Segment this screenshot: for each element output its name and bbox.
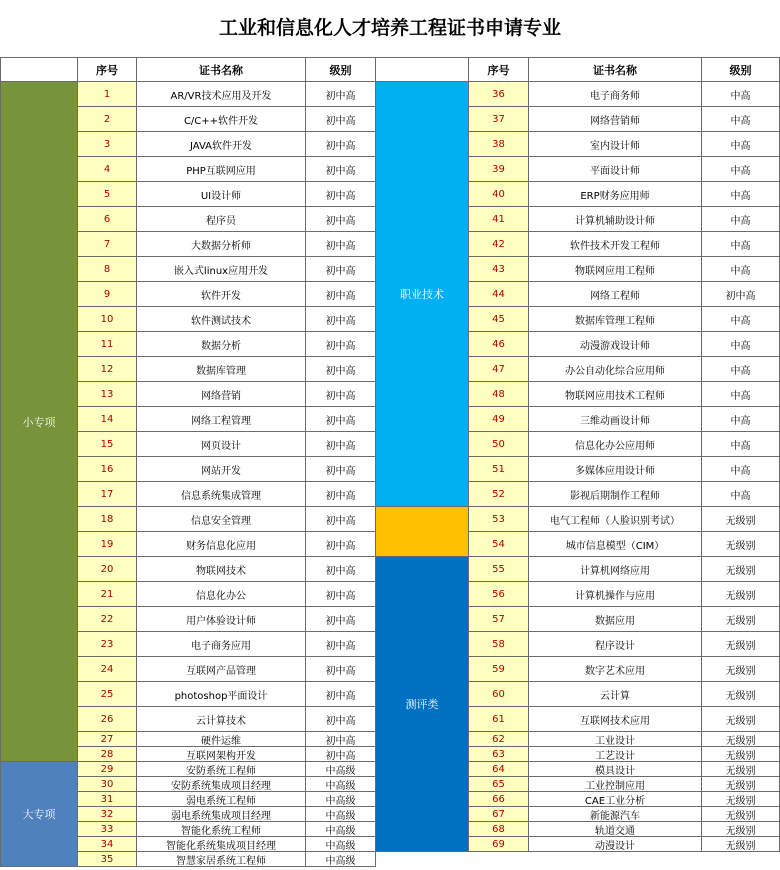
certificate-level: 无级别 — [702, 762, 780, 777]
certificate-name: JAVA软件开发 — [137, 132, 306, 157]
certificate-level: 中高 — [702, 432, 780, 457]
certificate-level: 无级别 — [702, 557, 780, 582]
row-number: 8 — [78, 257, 137, 282]
certificate-name: 财务信息化应用 — [137, 532, 306, 557]
row-number: 23 — [78, 632, 137, 657]
row-number: 18 — [78, 507, 137, 532]
certificate-name: 安防系统集成项目经理 — [137, 777, 306, 792]
row-number: 29 — [78, 762, 137, 777]
certificate-level: 初中高 — [306, 107, 376, 132]
certificate-name: 工业控制应用 — [529, 777, 702, 792]
certificate-level: 初中高 — [306, 182, 376, 207]
row-number: 30 — [78, 777, 137, 792]
row-number: 28 — [78, 747, 137, 762]
row-number: 5 — [78, 182, 137, 207]
certificate-name: 数据应用 — [529, 607, 702, 632]
certificate-name: 软件技术开发工程师 — [529, 232, 702, 257]
certificate-level: 初中高 — [306, 282, 376, 307]
certificate-name: 网络营销师 — [529, 107, 702, 132]
certificate-name: 新能源汽车 — [529, 807, 702, 822]
header-level-left: 级别 — [306, 57, 376, 82]
row-number: 26 — [78, 707, 137, 732]
row-number: 55 — [469, 557, 529, 582]
row-number: 38 — [469, 132, 529, 157]
certificate-level: 中高 — [702, 232, 780, 257]
certificate-name: 硬件运维 — [137, 732, 306, 747]
certificate-level: 中高级 — [306, 822, 376, 837]
certificate-name: 物联网技术 — [137, 557, 306, 582]
row-number: 63 — [469, 747, 529, 762]
row-number: 1 — [78, 82, 137, 107]
row-number: 10 — [78, 307, 137, 332]
certificate-level: 无级别 — [702, 707, 780, 732]
certificate-name: 信息化办公应用师 — [529, 432, 702, 457]
certificate-name: 计算机网络应用 — [529, 557, 702, 582]
certificate-name: 动漫游戏设计师 — [529, 332, 702, 357]
category-right-0: 职业技术 — [376, 82, 469, 507]
certificate-name: 用户体验设计师 — [137, 607, 306, 632]
row-number: 57 — [469, 607, 529, 632]
certificate-name: 工艺设计 — [529, 747, 702, 762]
row-number: 52 — [469, 482, 529, 507]
row-number: 19 — [78, 532, 137, 557]
row-number: 22 — [78, 607, 137, 632]
certificate-name: 大数据分析师 — [137, 232, 306, 257]
certificate-name: 互联网技术应用 — [529, 707, 702, 732]
certificate-level: 中高 — [702, 332, 780, 357]
row-number: 46 — [469, 332, 529, 357]
page-title: 工业和信息化人才培养工程证书申请专业 — [218, 17, 561, 39]
row-number: 14 — [78, 407, 137, 432]
certificate-name: photoshop平面设计 — [137, 682, 306, 707]
row-number: 45 — [469, 307, 529, 332]
row-number: 33 — [78, 822, 137, 837]
certificate-level: 初中高 — [306, 232, 376, 257]
row-number: 42 — [469, 232, 529, 257]
row-number: 56 — [469, 582, 529, 607]
row-number: 12 — [78, 357, 137, 382]
row-number: 67 — [469, 807, 529, 822]
certificate-level: 无级别 — [702, 792, 780, 807]
certificate-level: 初中高 — [306, 207, 376, 232]
row-number: 59 — [469, 657, 529, 682]
certificate-level: 无级别 — [702, 582, 780, 607]
row-number: 15 — [78, 432, 137, 457]
row-number: 39 — [469, 157, 529, 182]
certificate-name: 程序设计 — [529, 632, 702, 657]
certificate-level: 中高 — [702, 107, 780, 132]
certificate-name: UI设计师 — [137, 182, 306, 207]
row-number: 21 — [78, 582, 137, 607]
row-number: 2 — [78, 107, 137, 132]
certificate-name: 模具设计 — [529, 762, 702, 777]
certificate-name: 信息系统集成管理 — [137, 482, 306, 507]
row-number: 62 — [469, 732, 529, 747]
certificate-level: 初中高 — [306, 157, 376, 182]
certificate-name: PHP互联网应用 — [137, 157, 306, 182]
category-left-1: 大专项 — [0, 762, 78, 867]
certificate-name: 弱电系统工程师 — [137, 792, 306, 807]
certificate-name: 互联网产品管理 — [137, 657, 306, 682]
certificate-level: 中高级 — [306, 837, 376, 852]
certificate-name: ERP财务应用师 — [529, 182, 702, 207]
certificate-name: 三维动画设计师 — [529, 407, 702, 432]
certificate-level: 初中高 — [306, 732, 376, 747]
certificate-name: 信息化办公 — [137, 582, 306, 607]
certificate-level: 初中高 — [306, 607, 376, 632]
row-number: 24 — [78, 657, 137, 682]
certificate-level: 无级别 — [702, 607, 780, 632]
certificate-name: 物联网应用技术工程师 — [529, 382, 702, 407]
row-number: 53 — [469, 507, 529, 532]
certificate-name: 智慧家居系统工程师 — [137, 852, 306, 867]
certificate-level: 初中高 — [306, 332, 376, 357]
certificate-level: 无级别 — [702, 507, 780, 532]
certificate-level: 中高级 — [306, 807, 376, 822]
certificate-level: 中高 — [702, 482, 780, 507]
certificate-level: 初中高 — [306, 257, 376, 282]
row-number: 9 — [78, 282, 137, 307]
row-number: 37 — [469, 107, 529, 132]
certificate-name: 数据库管理工程师 — [529, 307, 702, 332]
certificate-name: 信息安全管理 — [137, 507, 306, 532]
row-number: 27 — [78, 732, 137, 747]
row-number: 32 — [78, 807, 137, 822]
row-number: 65 — [469, 777, 529, 792]
row-number: 69 — [469, 837, 529, 852]
header-blank-left — [0, 57, 78, 82]
certificate-name: 互联网架构开发 — [137, 747, 306, 762]
certificate-level: 中高 — [702, 82, 780, 107]
certificate-name: 动漫设计 — [529, 837, 702, 852]
certificate-level: 无级别 — [702, 807, 780, 822]
row-number: 40 — [469, 182, 529, 207]
row-number: 11 — [78, 332, 137, 357]
row-number: 7 — [78, 232, 137, 257]
certificate-name: 网页设计 — [137, 432, 306, 457]
certificate-level: 中高 — [702, 257, 780, 282]
certificate-level: 无级别 — [702, 822, 780, 837]
certificate-name: 工业设计 — [529, 732, 702, 747]
certificate-name: 办公自动化综合应用师 — [529, 357, 702, 382]
certificate-level: 初中高 — [306, 482, 376, 507]
row-number: 6 — [78, 207, 137, 232]
certificate-name: 影视后期制作工程师 — [529, 482, 702, 507]
certificate-level: 初中高 — [306, 507, 376, 532]
certificate-level: 初中高 — [306, 632, 376, 657]
certificate-level: 初中高 — [306, 657, 376, 682]
certificate-name: 云计算技术 — [137, 707, 306, 732]
row-number: 48 — [469, 382, 529, 407]
certificate-name: 平面设计师 — [529, 157, 702, 182]
certificate-name: 数据分析 — [137, 332, 306, 357]
certificate-level: 无级别 — [702, 632, 780, 657]
certificate-level: 初中高 — [306, 557, 376, 582]
row-number: 68 — [469, 822, 529, 837]
certificate-level: 初中高 — [306, 707, 376, 732]
certificate-level: 无级别 — [702, 837, 780, 852]
certificate-level: 初中高 — [306, 357, 376, 382]
certificate-name: 软件测试技术 — [137, 307, 306, 332]
certificate-level: 初中高 — [306, 457, 376, 482]
row-number: 20 — [78, 557, 137, 582]
row-number: 49 — [469, 407, 529, 432]
certificate-level: 初中高 — [306, 747, 376, 762]
row-number: 51 — [469, 457, 529, 482]
row-number: 44 — [469, 282, 529, 307]
header-level-right: 级别 — [702, 57, 780, 82]
certificate-name: AR/VR技术应用及开发 — [137, 82, 306, 107]
certificate-name: 智能化系统集成项目经理 — [137, 837, 306, 852]
certificate-level: 中高级 — [306, 762, 376, 777]
certificate-level: 无级别 — [702, 732, 780, 747]
certificate-name: 网络工程师 — [529, 282, 702, 307]
certificate-name: 数据库管理 — [137, 357, 306, 382]
header-no-right: 序号 — [469, 57, 529, 82]
row-number: 61 — [469, 707, 529, 732]
row-number: 41 — [469, 207, 529, 232]
row-number: 13 — [78, 382, 137, 407]
certificate-name: 电子商务应用 — [137, 632, 306, 657]
row-number: 3 — [78, 132, 137, 157]
certificate-name: 安防系统工程师 — [137, 762, 306, 777]
certificate-level: 无级别 — [702, 657, 780, 682]
certificate-level: 中高 — [702, 307, 780, 332]
certificate-name: 计算机操作与应用 — [529, 582, 702, 607]
row-number: 66 — [469, 792, 529, 807]
certificate-level: 中高 — [702, 407, 780, 432]
certificate-name: 嵌入式linux应用开发 — [137, 257, 306, 282]
certificate-name: 云计算 — [529, 682, 702, 707]
certificate-level: 初中高 — [702, 282, 780, 307]
row-number: 31 — [78, 792, 137, 807]
category-right-1 — [376, 507, 469, 557]
certificate-level: 中高 — [702, 382, 780, 407]
row-number: 43 — [469, 257, 529, 282]
header-name-right: 证书名称 — [529, 57, 702, 82]
certificate-name: 计算机辅助设计师 — [529, 207, 702, 232]
certificate-level: 无级别 — [702, 777, 780, 792]
certificate-name: 弱电系统集成项目经理 — [137, 807, 306, 822]
certificate-name: 软件开发 — [137, 282, 306, 307]
row-number: 16 — [78, 457, 137, 482]
certificate-level: 中高级 — [306, 852, 376, 867]
certificate-level: 初中高 — [306, 582, 376, 607]
certificate-level: 初中高 — [306, 532, 376, 557]
certificate-level: 初中高 — [306, 307, 376, 332]
certificate-level: 中高 — [702, 132, 780, 157]
certificate-level: 中高 — [702, 157, 780, 182]
header-blank-right — [376, 57, 469, 82]
row-number: 35 — [78, 852, 137, 867]
certificate-name: 网络工程管理 — [137, 407, 306, 432]
row-number: 50 — [469, 432, 529, 457]
certificate-name: 网站开发 — [137, 457, 306, 482]
certificate-level: 初中高 — [306, 132, 376, 157]
certificate-name: CAE工业分析 — [529, 792, 702, 807]
row-number: 54 — [469, 532, 529, 557]
certificate-level: 中高级 — [306, 777, 376, 792]
category-right-2: 测评类 — [376, 557, 469, 852]
row-number: 36 — [469, 82, 529, 107]
certificate-level: 中高级 — [306, 792, 376, 807]
row-number: 25 — [78, 682, 137, 707]
certificate-name: 物联网应用工程师 — [529, 257, 702, 282]
certificate-name: 多媒体应用设计师 — [529, 457, 702, 482]
certificate-name: 网络营销 — [137, 382, 306, 407]
certificate-level: 初中高 — [306, 82, 376, 107]
row-number: 58 — [469, 632, 529, 657]
header-name-left: 证书名称 — [137, 57, 306, 82]
certificate-level: 无级别 — [702, 747, 780, 762]
certificate-name: 轨道交通 — [529, 822, 702, 837]
certificate-level: 中高 — [702, 357, 780, 382]
row-number: 64 — [469, 762, 529, 777]
certificate-level: 初中高 — [306, 382, 376, 407]
certificate-name: C/C++软件开发 — [137, 107, 306, 132]
certificate-level: 中高 — [702, 182, 780, 207]
certificate-table — [0, 57, 780, 870]
certificate-name: 数字艺术应用 — [529, 657, 702, 682]
header-no-left: 序号 — [78, 57, 137, 82]
certificate-level: 初中高 — [306, 407, 376, 432]
certificate-level: 中高 — [702, 457, 780, 482]
row-number: 47 — [469, 357, 529, 382]
certificate-level: 无级别 — [702, 532, 780, 557]
category-left-0: 小专项 — [0, 82, 78, 762]
certificate-name: 电子商务师 — [529, 82, 702, 107]
certificate-name: 城市信息模型（CIM） — [529, 532, 702, 557]
row-number: 60 — [469, 682, 529, 707]
certificate-level: 初中高 — [306, 682, 376, 707]
certificate-level: 中高 — [702, 207, 780, 232]
certificate-name: 程序员 — [137, 207, 306, 232]
certificate-level: 初中高 — [306, 432, 376, 457]
certificate-name: 电气工程师（人脸识别考试） — [529, 507, 702, 532]
certificate-name: 智能化系统工程师 — [137, 822, 306, 837]
certificate-level: 无级别 — [702, 682, 780, 707]
row-number: 4 — [78, 157, 137, 182]
certificate-name: 室内设计师 — [529, 132, 702, 157]
row-number: 17 — [78, 482, 137, 507]
row-number: 34 — [78, 837, 137, 852]
